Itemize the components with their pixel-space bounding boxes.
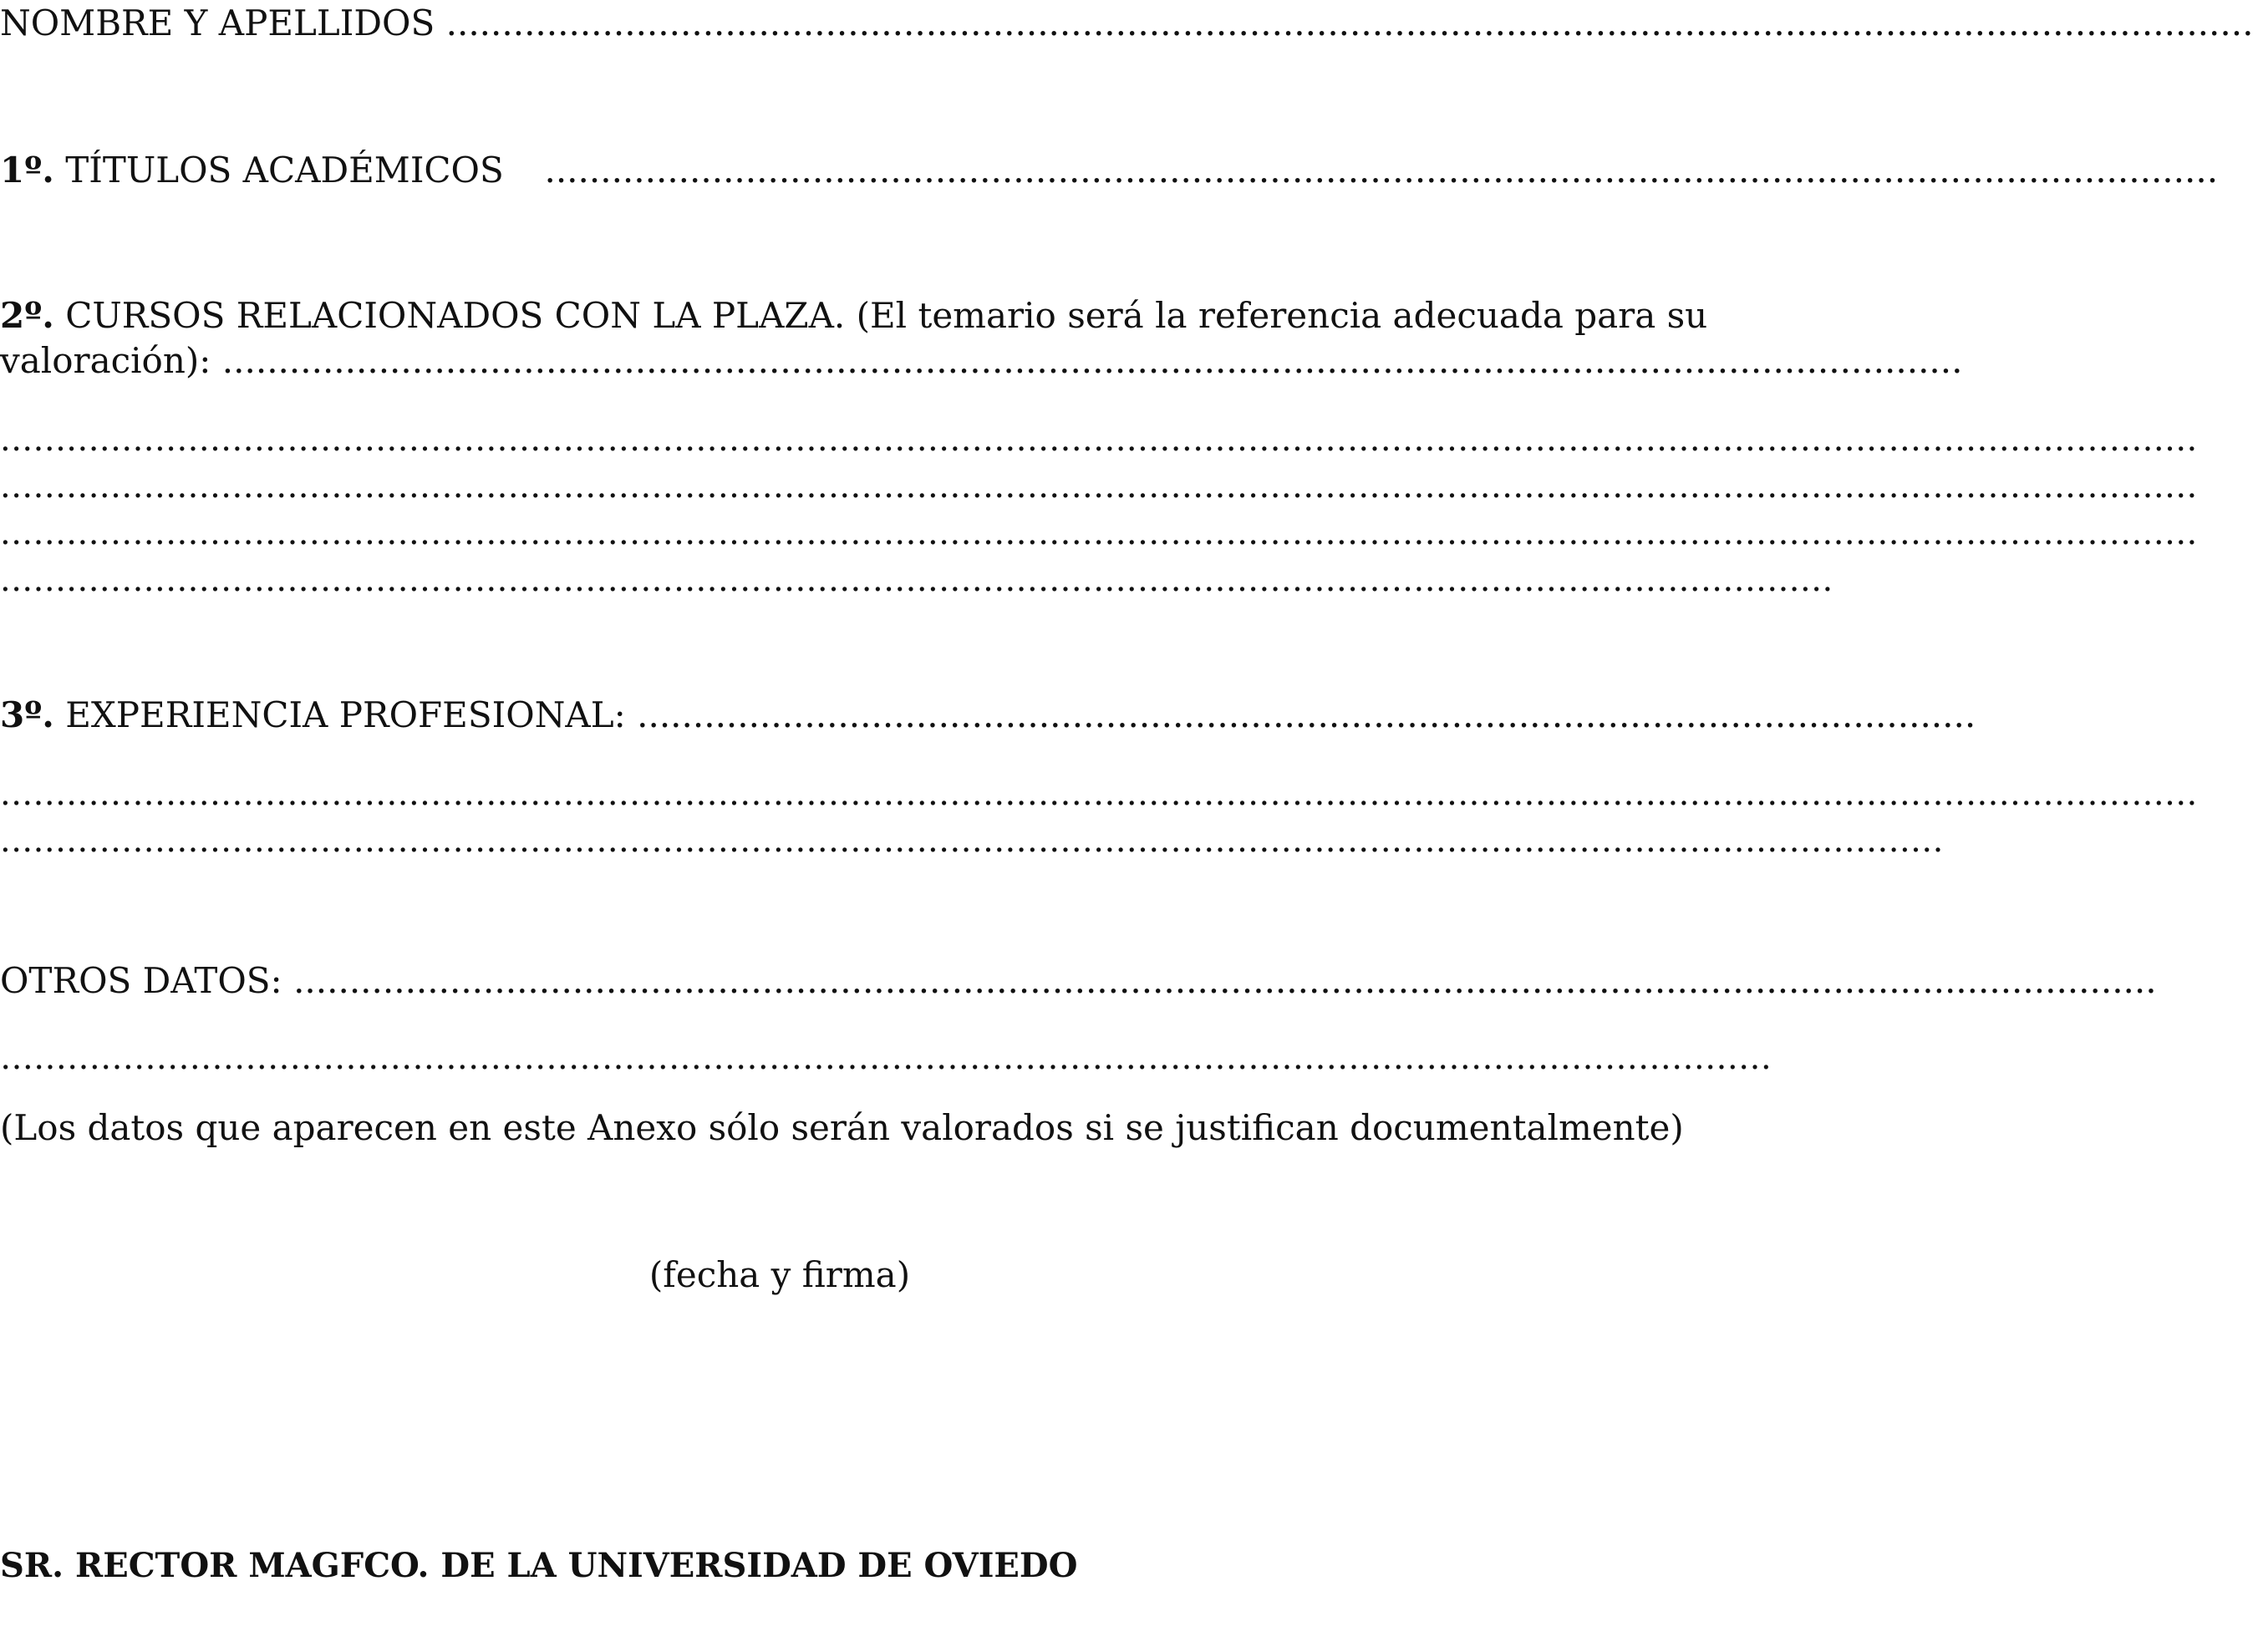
cursos-dots-line3[interactable]: ....................................................................................................................................................................................................... [0, 420, 2198, 459]
experiencia-dots-line3[interactable]: ................................................................................................................................................................................ [0, 821, 1944, 860]
addressee: SR. RECTOR MAGFCO. DE LA UNIVERSIDAD DE OVIEDO [0, 1546, 1078, 1585]
nombre-line [0, 2, 2253, 45]
titulos-label: TÍTULOS ACADÉMICOS [65, 150, 504, 191]
cursos-label-line2: valoración): [0, 340, 211, 381]
cursos-line2 [0, 339, 1963, 383]
titulos-line [0, 149, 2219, 192]
experiencia-line [0, 694, 1976, 737]
cursos-dots-line6[interactable]: ...................................................................................................................................................................... [0, 561, 1833, 599]
experiencia-number: 3º. [0, 694, 54, 735]
cursos-dots-line4[interactable]: ....................................................................................................................................................................................................... [0, 467, 2198, 506]
titulos-dots[interactable]: ...................................................................................................................................................... [544, 150, 2219, 191]
justification-note: (Los datos que aparecen en este Anexo sólo serán valorados si se justifican documentalmente) [0, 1107, 1684, 1148]
nombre-label: NOMBRE Y APELLIDOS [0, 3, 435, 43]
otros-dots-line2[interactable]: …………………………………………………………………………………………………………………………………………… [0, 1039, 1772, 1077]
signature-label: (fecha y firma) [648, 1254, 911, 1295]
cursos-dots-line5[interactable]: ....................................................................................................................................................................................................... [0, 514, 2198, 552]
cursos-dots-line2[interactable]: ............................................................................................................................................................ [221, 340, 1963, 381]
otros-label: OTROS DATOS: [0, 960, 282, 1001]
cursos-line1 [0, 294, 1708, 338]
experiencia-dots[interactable]: ........................................................................................................................ [637, 694, 1976, 735]
nombre-dots[interactable]: .................................................................................................................................................................. [445, 3, 2253, 43]
cursos-number: 2º. [0, 295, 54, 336]
experiencia-label: EXPERIENCIA PROFESIONAL: [65, 694, 626, 735]
otros-dots[interactable]: ....................................................................................................................................................................... [293, 960, 2157, 1001]
titulos-number: 1º. [0, 150, 54, 191]
experiencia-dots-line2[interactable]: ....................................................................................................................................................................................................... [0, 775, 2198, 813]
otros-line [0, 959, 2157, 1003]
cursos-label-line1: CURSOS RELACIONADOS CON LA PLAZA. (El temario será la referencia adecuada para su [65, 295, 1708, 336]
